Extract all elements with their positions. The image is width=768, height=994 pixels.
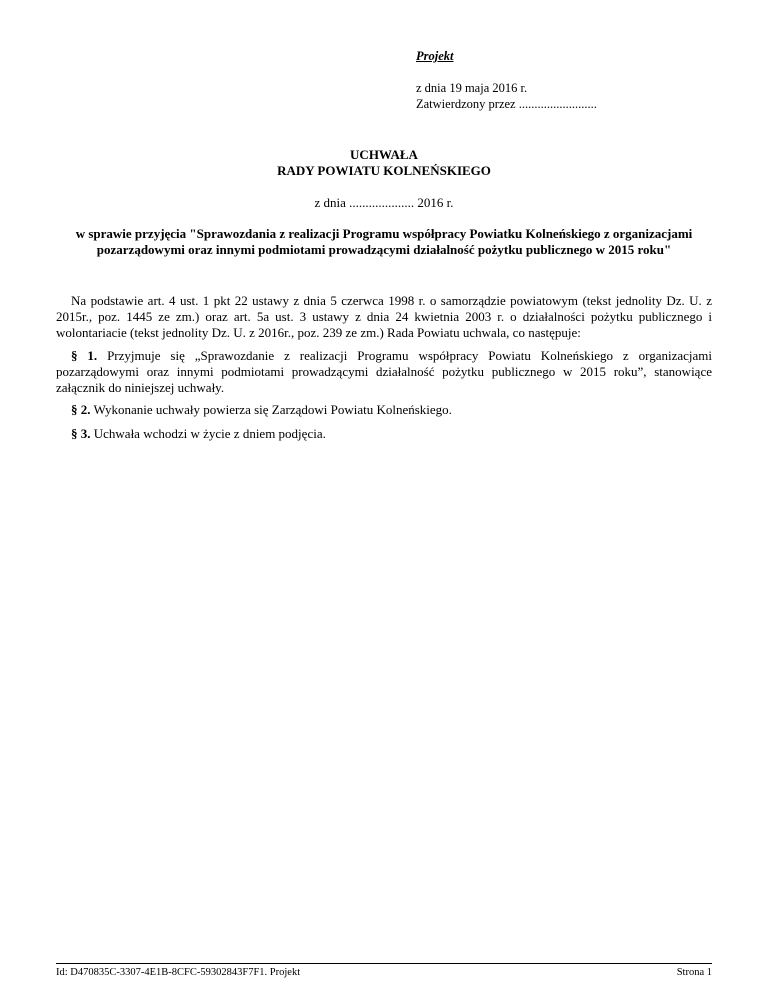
header-date: z dnia 19 maja 2016 r. xyxy=(416,81,528,95)
paragraph-2 xyxy=(56,402,712,418)
document-header xyxy=(416,48,597,112)
footer-document-id: Id: D470835C-3307-4E1B-8CFC-59302843F7F1. Projekt xyxy=(56,967,301,978)
resolution-subject: w sprawie przyjęcia "Sprawozdania z realizacji Programu współpracy Powiatku Kolneńskiego z organizacjami pozarządowymi oraz innymi podmiotami prowadzącymi działalność pożytku publicznego w 2015 roku" xyxy=(75,226,693,257)
resolution-date: z dnia .................... 2016 r. xyxy=(314,195,454,210)
document-title xyxy=(0,147,768,179)
paragraph-2-number: § 2. xyxy=(71,402,91,417)
preamble: Na podstawie art. 4 ust. 1 pkt 22 ustawy z dnia 5 czerwca 1998 r. o samorządzie powiatowym (tekst jednolity Dz. U. z 2015r., poz. 1445 ze zm.) oraz art. 5a ust. 3 ustawy z dnia 24 kwietnia 2003 r. o działalności pożytku publicznego i wolontariacie (tekst jednolity Dz. U. z 2016r., poz. 239 ze zm.) Rada Powiatu uchwala, co następuje: xyxy=(56,293,712,340)
footer-page-number: Strona 1 xyxy=(676,967,712,978)
title-line-1: UCHWAŁA xyxy=(350,147,418,162)
projekt-label: Projekt xyxy=(416,49,454,63)
header-approved: Zatwierdzony przez ......................... xyxy=(416,97,597,111)
paragraph-1 xyxy=(56,348,712,396)
paragraph-3-number: § 3. xyxy=(71,426,91,441)
paragraph-1-number: § 1. xyxy=(71,348,98,363)
paragraph-3 xyxy=(56,426,712,442)
footer-divider xyxy=(56,963,712,964)
paragraph-3-text: Uchwała wchodzi w życie z dniem podjęcia. xyxy=(90,426,326,441)
paragraph-1-text: Przyjmuje się „Sprawozdanie z realizacji Programu współpracy Powiatu Kolneńskiego z organizacjami pozarządowymi oraz innymi podmiotami prowadzącymi działalność pożytku publicznego w 2015 roku”, stanowiące załącznik do niniejszej uchwały. xyxy=(56,348,712,395)
title-line-2: RADY POWIATU KOLNEŃSKIEGO xyxy=(277,163,491,178)
paragraph-2-text: Wykonanie uchwały powierza się Zarządowi Powiatu Kolneńskiego. xyxy=(90,402,452,417)
